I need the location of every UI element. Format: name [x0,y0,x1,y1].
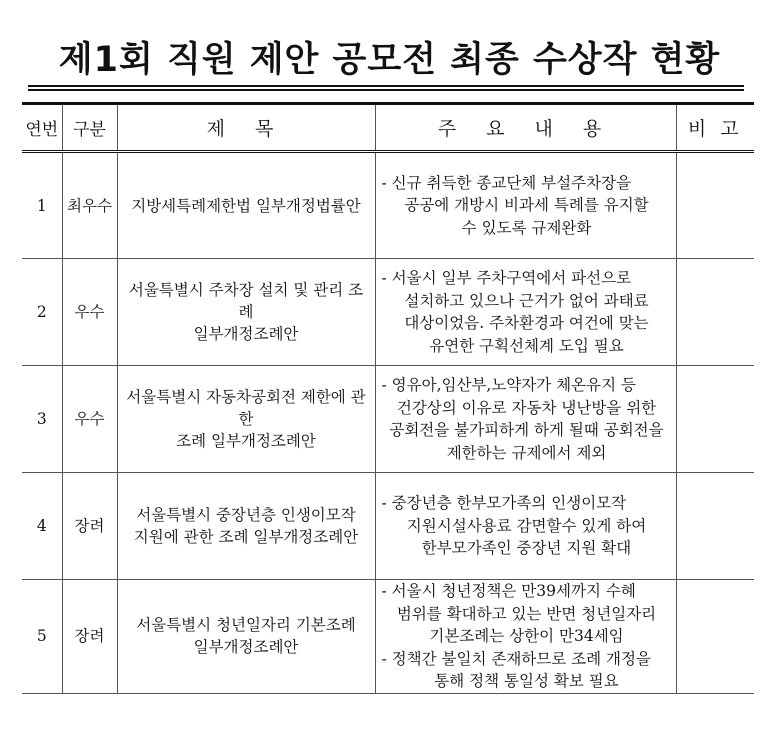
row-category: 우수 [62,366,117,473]
row-number: 3 [22,366,62,473]
row-subject [117,152,375,259]
row-subject-line: 서울특별시 중장년층 인생이모작 [136,506,356,524]
row-content [375,259,676,366]
row-category: 장려 [62,473,117,580]
row-content-line: 통해 정책 통일성 확보 필요 [434,672,619,690]
row-content-line: 설치하고 있으나 근거가 없어 과태료 [404,291,649,310]
row-subject-line: 서울특별시 자동차공회전 제한에 관한 [126,388,366,428]
row-content-line: - 중장년층 한부모가족의 인생이모작 [381,494,627,513]
table-body [22,152,754,694]
header-no: 연번 [22,104,62,152]
row-subject [117,259,375,366]
header-category: 구분 [62,104,117,152]
row-subject-line: 지원에 관한 조례 일부개정조례안 [133,528,359,546]
row-subject-line: 서울특별시 주차장 설치 및 관리 조례 [128,281,364,321]
row-content-line: 유연한 구획선체계 도입 필요 [429,336,624,355]
row-remarks [676,580,754,694]
table-header-row [22,104,754,152]
title-underline-top [28,85,744,87]
row-content-line: 수 있도록 규제완화 [461,218,592,237]
row-subject-line: 일부개정조례안 [193,325,299,343]
row-category: 우수 [62,259,117,366]
document-title: 제1회 직원 제안 공모전 최종 수상작 현황 [58,40,721,80]
row-number: 4 [22,473,62,580]
row-number: 2 [22,259,62,366]
table-row [22,366,754,473]
row-content [375,152,676,259]
header-subject: 제 목 [117,104,375,152]
row-content-line: - 서울시 일부 주차구역에서 파선으로 [381,269,632,287]
row-subject [117,580,375,694]
row-subject-line: 지방세특례제한법 일부개정법률안 [131,196,361,215]
award-table [22,102,754,694]
row-content-line: 건강상의 이유로 자동차 냉난방을 위한 [396,398,657,417]
table-row [22,152,754,259]
row-content-line: 한부모가족인 중장년 지원 확대 [421,539,632,558]
row-subject-line: 일부개정조례안 [193,638,299,657]
row-remarks [676,259,754,366]
title-underline-bottom [28,89,744,91]
row-content-line: - 신규 취득한 종교단체 부설주차장을 [381,173,632,192]
row-remarks [676,473,754,580]
row-content-line: 제한하는 규제에서 제외 [446,443,607,462]
row-content-line: 공공에 개방시 비과세 특례를 유지할 [404,196,649,215]
header-content: 주 요 내 용 [375,104,676,152]
row-content [375,473,676,580]
row-content-line: 지원시설사용료 감면할수 있게 하여 [406,516,647,535]
table-row [22,259,754,366]
row-content-line: 범위를 확대하고 있는 반면 청년일자리 [396,604,657,623]
row-content-line: - 서울시 청년정책은 만39세까지 수혜 [381,582,636,600]
row-number: 5 [22,580,62,694]
row-category: 장려 [62,580,117,694]
row-subject-line: 서울특별시 청년일자리 기본조례 [136,616,356,635]
row-content-line: 대상이었음. 주차환경과 여건에 맞는 [404,314,649,332]
row-subject [117,473,375,580]
row-content-line: 기본조례는 상한이 만34세임 [429,627,624,645]
header-remarks: 비 고 [676,104,754,152]
row-content [375,366,676,473]
row-subject-line: 조례 일부개정조례안 [176,432,316,450]
row-content-line: 공회전을 불가피하게 하게 될때 공회전을 [389,421,664,439]
row-number: 1 [22,152,62,259]
row-category: 최우수 [62,152,117,259]
table-row [22,473,754,580]
row-subject [117,366,375,473]
row-content-line: - 영유아,임산부,노약자가 체온유지 등 [381,376,636,394]
table-row [22,580,754,694]
row-remarks [676,366,754,473]
row-content [375,580,676,694]
row-content-line: - 정책간 불일치 존재하므로 조례 개정을 [381,649,651,668]
row-remarks [676,152,754,259]
